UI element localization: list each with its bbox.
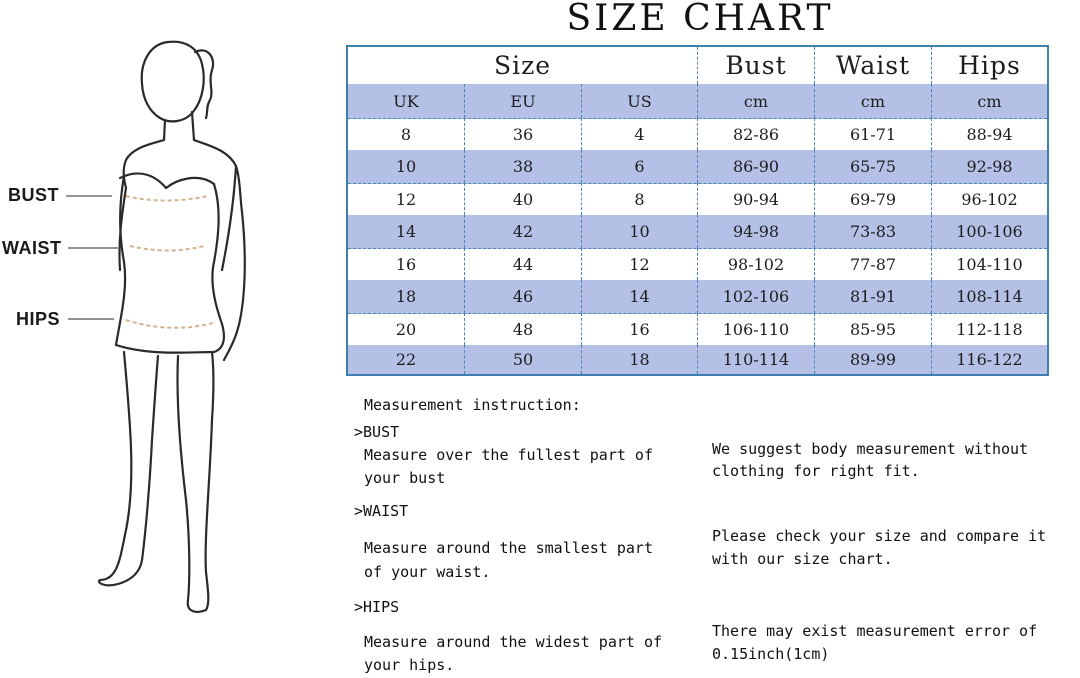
cell-eu: 40 [465,183,582,215]
cell-hips: 96-102 [961,189,1018,209]
header-size: Size [348,47,698,84]
cell-eu: 44 [465,248,582,280]
cell-uk: 10 [348,150,465,183]
cell-us: 12 [582,248,698,280]
cell-bust: 98-102 [698,248,815,280]
table-row [348,150,1047,184]
cell-uk: 20 [348,313,465,345]
bust-label: BUST [8,185,59,205]
hips-label: HIPS [16,309,61,329]
subheader-eu: EU [465,84,582,118]
cell-us: 14 [582,280,698,313]
hips-instruction-line1: Measure around the widest part of [364,633,663,651]
cell-uk: 18 [348,280,465,313]
cell-uk: 8 [348,118,465,150]
bust-instruction-line2: your bust [364,469,446,487]
cell-uk: 12 [348,183,465,215]
size-table [346,45,1049,376]
hips-instruction-title: >HIPS [354,598,400,616]
header-hips: Hips [958,51,1021,80]
table-row [348,183,1047,216]
cell-us: 10 [582,215,698,248]
cell-us: 6 [582,150,698,183]
table-row [348,248,1047,281]
subheader-waist-cm: cm [815,84,932,118]
subheader-uk: UK [348,84,465,118]
cell-waist: 69-79 [815,183,932,215]
note-measurement-error-line2: 0.15inch(1cm) [712,645,830,663]
cell-eu: 50 [465,345,582,374]
cell-eu: 42 [465,215,582,248]
note-compare-size-line1: Please check your size and compare it [712,527,1047,545]
cell-bust: 82-86 [698,118,815,150]
waist-instruction-line2: of your waist. [364,563,491,581]
cell-bust: 110-114 [698,345,815,374]
cell-waist: 77-87 [815,248,932,280]
size-chart-title: SIZE CHART [566,0,834,39]
table-row [348,215,1047,249]
hips-instruction-line2: your hips. [364,656,455,674]
body-figure [0,0,340,678]
table-row [348,313,1047,346]
cell-uk: 22 [348,345,465,374]
cell-waist: 73-83 [815,215,932,248]
waist-instruction-title: >WAIST [354,502,409,520]
cell-hips: 104-110 [956,254,1023,274]
cell-waist: 61-71 [815,118,932,150]
note-measurement-error-line1: There may exist measurement error of [712,622,1038,640]
note-compare-size-line2: with our size chart. [712,550,893,568]
cell-us: 8 [582,183,698,215]
cell-eu: 48 [465,313,582,345]
cell-us: 16 [582,313,698,345]
instructions-heading: Measurement instruction: [364,396,581,414]
cell-bust: 102-106 [698,280,815,313]
table-row [348,118,1047,151]
cell-bust: 94-98 [698,215,815,248]
cell-hips: 92-98 [966,157,1013,176]
cell-us: 4 [582,118,698,150]
header-bust: Bust [698,47,815,84]
cell-waist: 89-99 [815,345,932,374]
cell-hips: 116-122 [956,350,1023,369]
cell-eu: 36 [465,118,582,150]
cell-hips: 112-118 [956,319,1023,339]
cell-bust: 86-90 [698,150,815,183]
subheader-bust-cm: cm [698,84,815,118]
table-row [348,280,1047,314]
table-group-header-row [348,47,1047,85]
cell-eu: 38 [465,150,582,183]
waist-instruction-line1: Measure around the smallest part [364,539,653,557]
table-row [348,345,1047,374]
subheader-us: US [582,84,698,118]
header-waist: Waist [815,47,932,84]
bust-instruction-title: >BUST [354,423,400,441]
note-body-measurement-line1: We suggest body measurement without [712,440,1029,458]
cell-hips: 108-114 [956,287,1023,306]
cell-bust: 106-110 [698,313,815,345]
cell-bust: 90-94 [698,183,815,215]
cell-uk: 16 [348,248,465,280]
cell-eu: 46 [465,280,582,313]
cell-hips: 100-106 [956,222,1023,241]
cell-hips: 88-94 [966,124,1013,144]
cell-uk: 14 [348,215,465,248]
cell-waist: 81-91 [815,280,932,313]
waist-label: WAIST [2,238,62,258]
bust-instruction-line1: Measure over the fullest part of [364,446,653,464]
note-body-measurement-line2: clothing for right fit. [712,462,920,480]
cell-us: 18 [582,345,698,374]
subheader-hips-cm: cm [977,91,1002,111]
table-subheader-row [348,84,1047,119]
cell-waist: 85-95 [815,313,932,345]
cell-waist: 65-75 [815,150,932,183]
body-outline-illustration [0,0,340,678]
